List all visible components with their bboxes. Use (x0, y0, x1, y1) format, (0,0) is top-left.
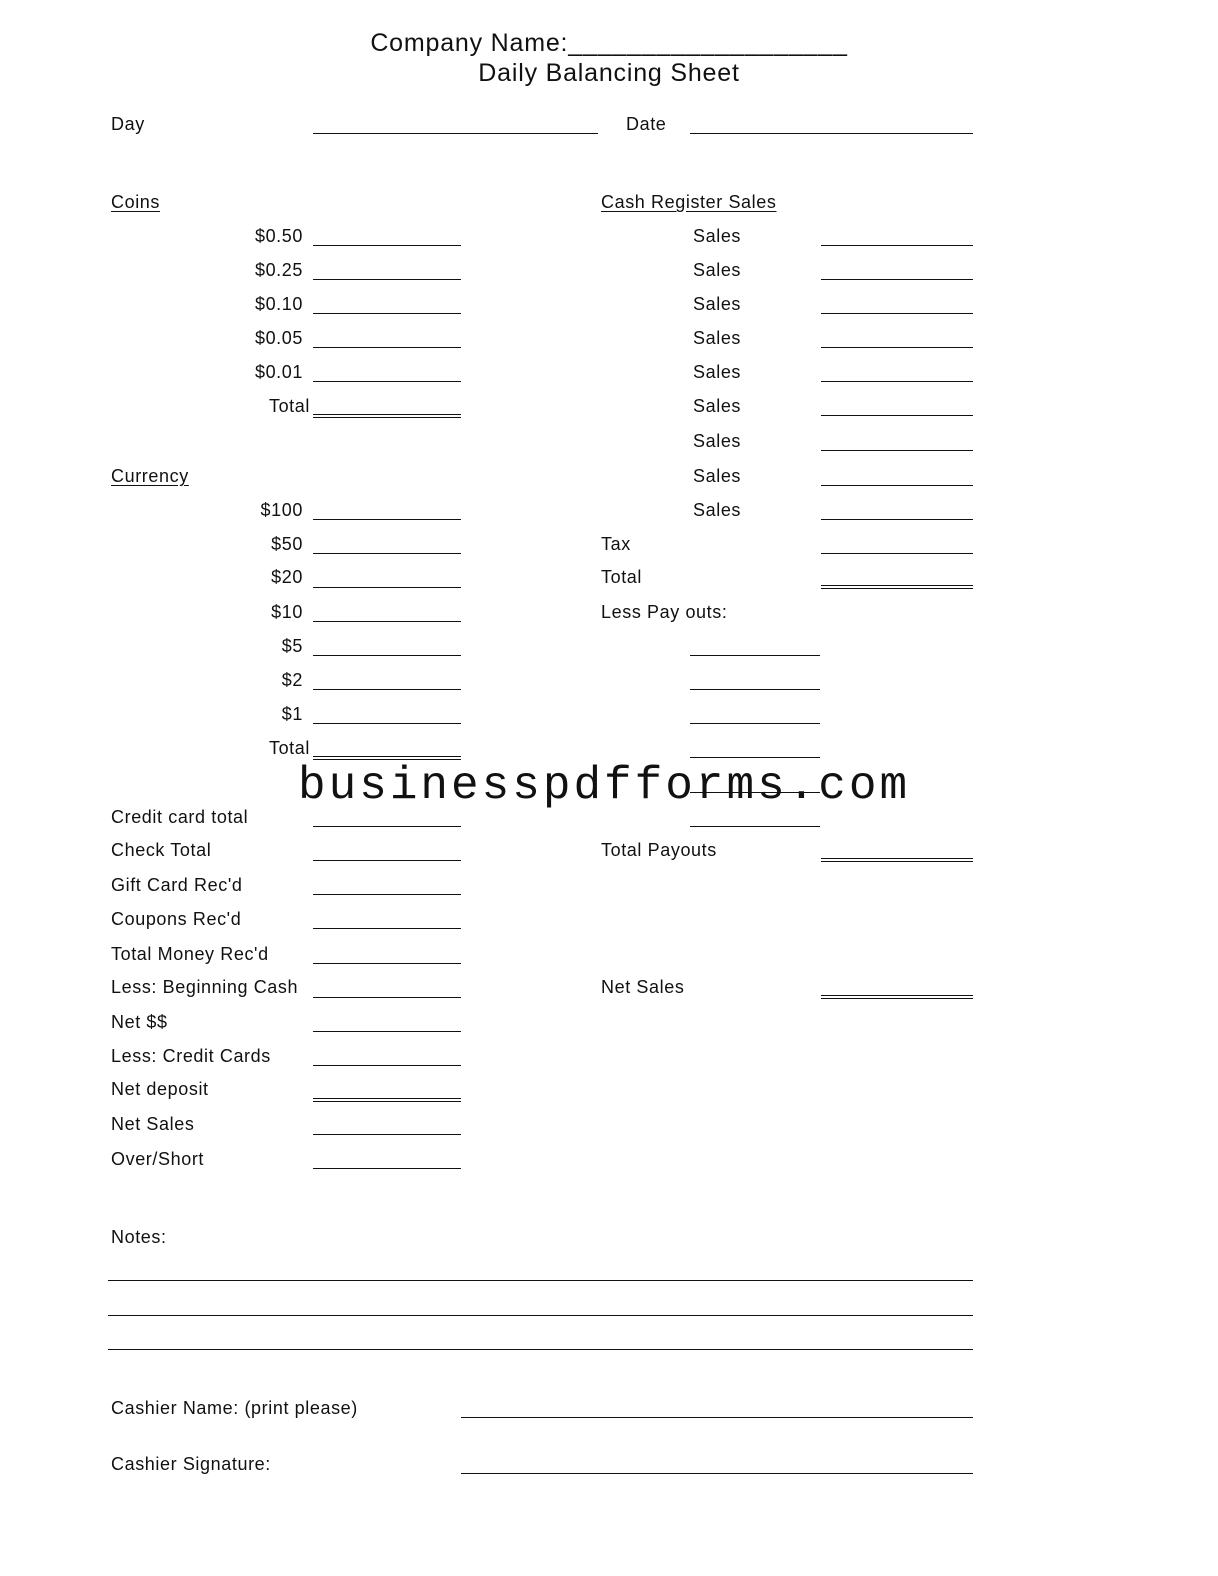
summary-field[interactable] (313, 963, 461, 964)
sales-field[interactable] (821, 347, 973, 348)
coins-total-label: Total (268, 396, 310, 416)
currency-label: $10 (271, 602, 303, 622)
total-payouts-label: Total Payouts (601, 840, 717, 860)
currency-label: $20 (271, 567, 303, 587)
currency-field[interactable] (313, 689, 461, 690)
payout-field[interactable] (690, 826, 820, 827)
coin-field[interactable] (313, 347, 461, 348)
company-name-line: Company Name:___________________ (370, 29, 848, 57)
currency-heading: Currency (111, 466, 189, 486)
summary-label: Net deposit (111, 1079, 209, 1099)
currency-field[interactable] (313, 655, 461, 656)
tax-field[interactable] (821, 553, 973, 554)
sales-field[interactable] (821, 415, 973, 416)
summary-label: Net Sales (111, 1114, 195, 1134)
currency-field[interactable] (313, 553, 461, 554)
sales-label: Sales (693, 260, 742, 280)
notes-line[interactable] (108, 1349, 973, 1350)
summary-field[interactable] (313, 860, 461, 861)
register-total-field[interactable] (821, 585, 973, 589)
payout-field[interactable] (690, 723, 820, 724)
coin-label: $0.05 (254, 328, 303, 348)
sales-label: Sales (693, 500, 742, 520)
payout-field[interactable] (690, 655, 820, 656)
register-heading: Cash Register Sales (601, 192, 777, 212)
summary-field[interactable] (313, 826, 461, 827)
summary-label: Net $$ (111, 1012, 168, 1032)
coin-field[interactable] (313, 245, 461, 246)
payouts-label: Less Pay outs: (601, 602, 728, 622)
total-payouts-field[interactable] (821, 858, 973, 862)
sales-label: Sales (693, 362, 742, 382)
summary-field[interactable] (313, 1168, 461, 1169)
summary-label: Gift Card Rec'd (111, 875, 243, 895)
sales-field[interactable] (821, 519, 973, 520)
sales-field[interactable] (821, 381, 973, 382)
currency-label: $100 (260, 500, 303, 520)
sales-label: Sales (693, 328, 742, 348)
net-sales-right-field[interactable] (821, 995, 973, 999)
date-label: Date (626, 114, 667, 134)
summary-label: Total Money Rec'd (111, 944, 269, 964)
sales-label: Sales (693, 294, 742, 314)
payout-field[interactable] (690, 757, 820, 758)
sales-field[interactable] (821, 279, 973, 280)
summary-label: Coupons Rec'd (111, 909, 242, 929)
summary-label: Credit card total (111, 807, 249, 827)
watermark-text: businesspdfforms.com (298, 760, 911, 812)
page-title: Daily Balancing Sheet (478, 59, 740, 87)
sales-field[interactable] (821, 245, 973, 246)
coin-field[interactable] (313, 381, 461, 382)
sales-label: Sales (693, 466, 742, 486)
currency-field[interactable] (313, 519, 461, 520)
sales-field[interactable] (821, 313, 973, 314)
date-field[interactable] (690, 133, 973, 134)
currency-field[interactable] (313, 621, 461, 622)
currency-label: $5 (281, 636, 303, 656)
currency-label: $1 (281, 704, 303, 724)
notes-label: Notes: (111, 1227, 167, 1247)
cashier-signature-label: Cashier Signature: (111, 1454, 271, 1474)
register-total-label: Total (601, 567, 643, 587)
coin-field[interactable] (313, 313, 461, 314)
sales-label: Sales (693, 226, 742, 246)
summary-field[interactable] (313, 1134, 461, 1135)
summary-field[interactable] (313, 997, 461, 998)
coins-total-field[interactable] (313, 414, 461, 418)
summary-field[interactable] (313, 894, 461, 895)
summary-label: Less: Beginning Cash (111, 977, 299, 997)
sales-field[interactable] (821, 450, 973, 451)
coin-label: $0.25 (254, 260, 303, 280)
summary-field[interactable] (313, 1031, 461, 1032)
day-field[interactable] (313, 133, 598, 134)
summary-field[interactable] (313, 928, 461, 929)
coin-label: $0.01 (254, 362, 303, 382)
sales-label: Sales (693, 396, 742, 416)
notes-line[interactable] (108, 1280, 973, 1281)
sales-label: Sales (693, 431, 742, 451)
summary-field[interactable] (313, 1065, 461, 1066)
net-sales-right-label: Net Sales (601, 977, 685, 997)
cashier-name-field[interactable] (461, 1417, 973, 1418)
summary-label: Over/Short (111, 1149, 205, 1169)
currency-total-label: Total (268, 738, 310, 758)
net-deposit-field[interactable] (313, 1098, 461, 1102)
cashier-signature-field[interactable] (461, 1473, 973, 1474)
tax-label: Tax (601, 534, 631, 554)
sales-field[interactable] (821, 485, 973, 486)
day-label: Day (111, 114, 145, 134)
notes-line[interactable] (108, 1315, 973, 1316)
coin-field[interactable] (313, 279, 461, 280)
coins-heading: Coins (111, 192, 161, 212)
coin-label: $0.10 (254, 294, 303, 314)
currency-field[interactable] (313, 723, 461, 724)
coin-label: $0.50 (254, 226, 303, 246)
summary-label: Less: Credit Cards (111, 1046, 271, 1066)
currency-label: $50 (271, 534, 303, 554)
payout-field[interactable] (690, 689, 820, 690)
currency-label: $2 (281, 670, 303, 690)
summary-label: Check Total (111, 840, 212, 860)
cashier-name-label: Cashier Name: (print please) (111, 1398, 358, 1418)
currency-field[interactable] (313, 587, 461, 588)
